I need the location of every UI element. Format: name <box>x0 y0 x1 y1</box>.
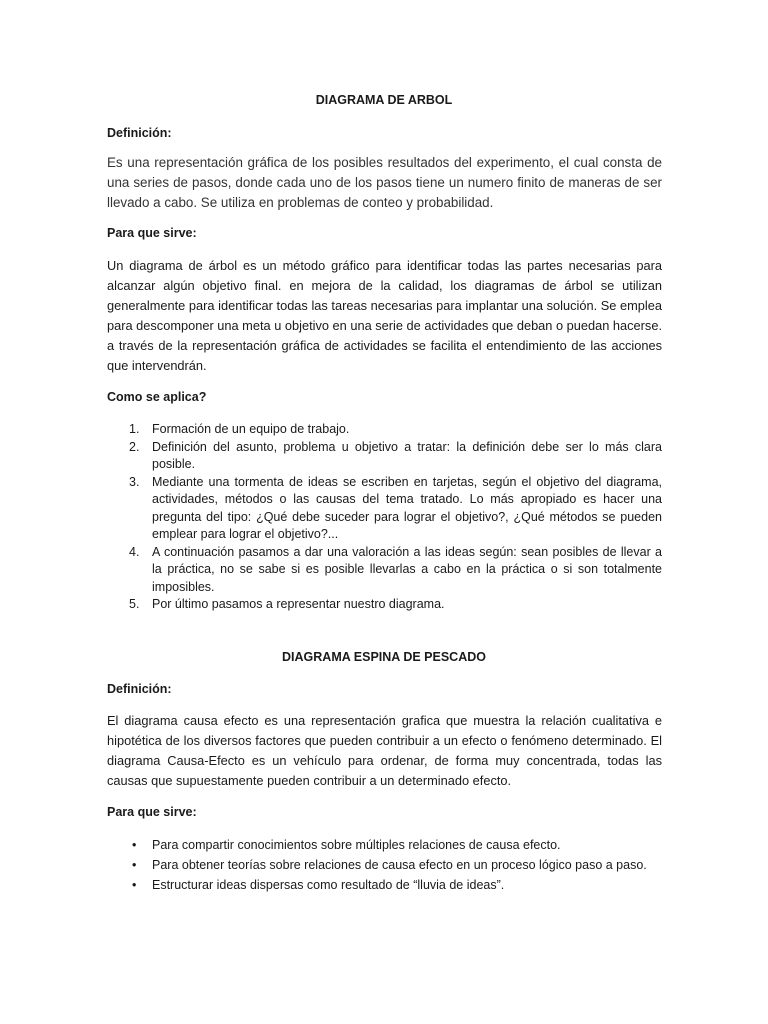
section-title-diagrama-arbol: DIAGRAMA DE ARBOL <box>315 93 453 107</box>
list-item-text: Estructurar ideas dispersas como resultado de “lluvia de ideas”. <box>152 878 505 892</box>
list-item-number: 5. <box>129 597 140 611</box>
purpose-bullet-list <box>107 835 662 895</box>
list-item-text: Definición del asunto, problema u objetivo a tratar: la definición debe ser lo más clara posible. <box>152 439 662 471</box>
purpose-paragraph: Un diagrama de árbol es un método gráfico para identificar todas las partes necesarias para alcanzar algún objetivo final. en mejora de la calidad, los diagramas de árbol se utilizan generalmente para identificar todas las tareas necesarias para implantar una solución. Se emplea para descomponer una meta u objetivo en una serie de actividades que deban o puedan hacerse. a través de la representación gráfica de actividades se facilita el entendimiento de las acciones que intervendrán. <box>107 258 662 373</box>
definition-paragraph: El diagrama causa efecto es una representación grafica que muestra la relación cualitativa e hipotética de los diversos factores que pueden contribuir a un efecto o fenómeno determinado. El diagrama Causa-Efecto es un vehículo para ordenar, de forma muy concentrada, todas las causas que supuestamente pueden contribuir a un determinado efecto. <box>107 713 662 788</box>
list-item <box>107 875 662 895</box>
definition-heading: Definición: <box>107 126 172 140</box>
definition-paragraph: Es una representación gráfica de los posibles resultados del experimento, el cual consta de una series de pasos, donde cada uno de los pasos tiene un numero finito de maneras de ser llevado a cabo. Se utiliza en problemas de conteo y probabilidad. <box>107 155 662 210</box>
list-item-number: 2. <box>129 439 140 454</box>
purpose-heading: Para que sirve: <box>107 226 197 240</box>
list-item-number: 1. <box>129 422 140 436</box>
list-item-number: 3. <box>129 474 140 489</box>
list-item-text: Para obtener teorías sobre relaciones de causa efecto en un proceso lógico paso a paso. <box>152 858 647 872</box>
list-item <box>107 421 662 439</box>
list-item <box>107 596 662 614</box>
apply-heading: Como se aplica? <box>107 390 207 404</box>
steps-list <box>107 421 662 614</box>
purpose-heading: Para que sirve: <box>107 805 197 819</box>
list-item-number: 4. <box>129 544 140 559</box>
list-item <box>107 474 662 544</box>
list-item <box>107 835 662 855</box>
list-item-text: Para compartir conocimientos sobre múltiples relaciones de causa efecto. <box>152 838 561 852</box>
bullet-icon: • <box>132 858 137 872</box>
list-item <box>107 544 662 597</box>
bullet-icon: • <box>132 878 137 892</box>
list-item <box>107 855 662 875</box>
definition-heading: Definición: <box>107 682 172 696</box>
list-item-text: Por último pasamos a representar nuestro diagrama. <box>152 597 445 611</box>
list-item-text: Mediante una tormenta de ideas se escriben en tarjetas, según el objetivo del diagrama, actividades, métodos o las causas del tema tratado. Lo más apropiado es hacer una pregunta del tipo: ¿Qué debe suceder para lograr el objetivo?, ¿Qué métodos se pueden emplear para lograr el objetivo?... <box>152 474 662 541</box>
list-item-text: A continuación pasamos a dar una valoración a las ideas según: sean posibles de llevar a la práctica, no se sabe si es posible llevarlas a cabo en la práctica o si son totalmente imposibles. <box>152 544 662 594</box>
list-item <box>107 439 662 474</box>
section-title-espina-pescado: DIAGRAMA ESPINA DE PESCADO <box>282 650 486 664</box>
bullet-icon: • <box>132 838 137 852</box>
list-item-text: Formación de un equipo de trabajo. <box>152 422 350 436</box>
